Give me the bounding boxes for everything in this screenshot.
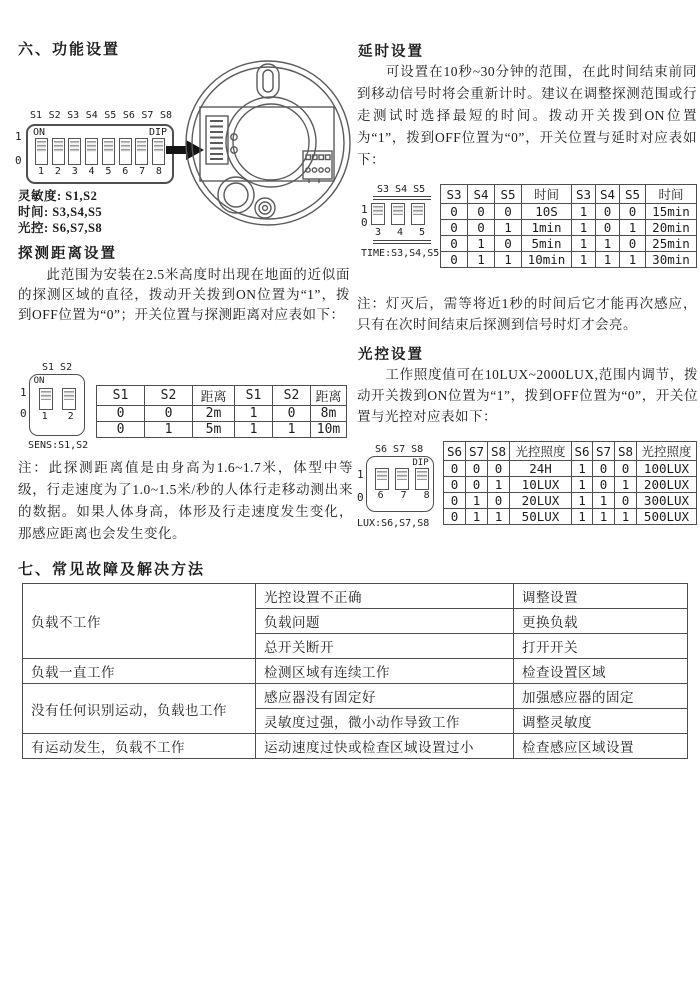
dip-switch-4[interactable]: [85, 138, 98, 165]
table-cell: 1: [466, 509, 488, 525]
dip-legend: [18, 188, 102, 236]
table-cell: 1: [235, 422, 273, 438]
table-cell: 没有任何识别运动，负载也工作: [23, 684, 256, 734]
column-header: S1: [235, 386, 273, 406]
table-cell: 24H: [510, 461, 572, 477]
table-row: [441, 236, 697, 252]
table-cell: 15min: [646, 204, 697, 220]
table-cell: 打开开关: [514, 634, 688, 659]
table-cell: 1: [572, 204, 596, 220]
mini-caption: TIME:S3,S4,S5: [361, 248, 440, 259]
table-cell: 更换负载: [514, 609, 688, 634]
column-header: S6: [444, 442, 466, 461]
table-cell: 200LUX: [637, 477, 697, 493]
mini-bottom-numbers: [42, 411, 74, 422]
table-cell: 0: [466, 477, 488, 493]
mini-top-labels: S3 S4 S5: [377, 184, 426, 195]
table-cell: 10LUX: [510, 477, 572, 493]
table-cell: 1: [468, 252, 495, 268]
table-cell: 0: [273, 406, 311, 422]
mini-pos-off: 0: [357, 491, 364, 504]
switch-slider[interactable]: [119, 138, 132, 165]
table-cell: 0: [441, 252, 468, 268]
mini-pos-off: 0: [361, 216, 368, 229]
dip-switch-3[interactable]: [68, 138, 81, 165]
dip-column-label: S1: [30, 110, 43, 121]
distance-note: 注：此探测距离值是由身高为1.6~1.7米，体型中等级，行走速度为了1.0~1.5米/秒的人体行走移动测出来的数据。如果人体身高，体形及行走速度发生变化，那感应距离也会发生变化。: [18, 460, 353, 541]
dip-switch-3[interactable]: [371, 203, 385, 225]
distance-body: 此范围为安装在2.5米高度时出现在地面的近似面的探测区域的直径，拨动开关拨到ON位置为“1”，拨到OFF位置为“0”；开关位置与探测距离对应表如下：: [18, 267, 350, 322]
table-cell: 20min: [646, 220, 697, 236]
column-header: 光控照度: [637, 442, 697, 461]
dip-bottom-numbers: [28, 165, 172, 177]
table-cell: 0: [468, 220, 495, 236]
table-row: [444, 493, 697, 509]
delay-title: 延时设置: [358, 44, 424, 60]
table-row: [441, 204, 697, 220]
table-cell: 1: [495, 220, 522, 236]
table-cell: 0: [145, 406, 193, 422]
table-cell: 运动速度过快或检查区域设置过小: [256, 734, 514, 759]
table-cell: 1: [596, 236, 620, 252]
table-cell: 1: [615, 509, 637, 525]
table-cell: 1: [620, 252, 646, 268]
table-cell: 有运动发生，负载不工作: [23, 734, 256, 759]
table-cell: 1: [593, 493, 615, 509]
table-cell: 1: [572, 220, 596, 236]
legend-lux: 光控: S6,S7,S8: [18, 221, 103, 235]
table-cell: 1: [488, 477, 510, 493]
mini-caption: LUX:S6,S7,S8: [357, 518, 430, 529]
table-cell: 加强感应器的固定: [514, 684, 688, 709]
table-cell: 0: [620, 236, 646, 252]
dip-switch-1[interactable]: [39, 388, 53, 410]
table-cell: 30min: [646, 252, 697, 268]
divider: [373, 240, 431, 244]
dip-switch-7[interactable]: [135, 138, 148, 165]
table-cell: 0: [593, 477, 615, 493]
table-cell: 感应器没有固定好: [256, 684, 514, 709]
fault-table: [22, 583, 688, 759]
table-header-row: [97, 386, 347, 406]
mini-bottom-numbers: [375, 227, 425, 238]
switch-slider[interactable]: [152, 138, 165, 165]
dip-switch-6[interactable]: [375, 468, 389, 490]
column-header: S8: [615, 442, 637, 461]
table-cell: 1: [145, 422, 193, 438]
column-header: 距离: [311, 386, 347, 406]
dip-switch-2[interactable]: [52, 138, 65, 165]
distance-table: [96, 385, 347, 438]
table-cell: 1: [572, 493, 593, 509]
table-cell: 0: [488, 461, 510, 477]
table-cell: 500LUX: [637, 509, 697, 525]
table-cell: 0: [620, 204, 646, 220]
table-cell: 0: [495, 236, 522, 252]
dip-switch-number: 5: [105, 166, 112, 177]
table-header-row: [441, 185, 697, 204]
column-header: S6: [572, 442, 593, 461]
dip-switch-2[interactable]: [62, 388, 76, 410]
dip-column-label: S8: [159, 110, 172, 121]
dip-column-label: S6: [122, 110, 135, 121]
mini-pos-on: 1: [357, 468, 364, 481]
table-cell: 1min: [522, 220, 572, 236]
table-cell: 0: [468, 204, 495, 220]
table-cell: 1: [488, 509, 510, 525]
dip-switch-number: 7: [139, 166, 146, 177]
distance-title: 探测距离设置: [18, 246, 117, 262]
table-cell: 0: [466, 461, 488, 477]
table-cell: 1: [572, 252, 596, 268]
section-7-title: 七、常见故障及解决方法: [18, 562, 206, 578]
dip-dip-label: DIP: [412, 458, 429, 468]
table-cell: 8m: [311, 406, 347, 422]
column-header: 光控照度: [510, 442, 572, 461]
table-cell: 25min: [646, 236, 697, 252]
lux-title: 光控设置: [358, 347, 424, 363]
table-cell: 1: [593, 509, 615, 525]
table-cell: 0: [615, 461, 637, 477]
switch-slider[interactable]: [85, 138, 98, 165]
legend-time: 时间: S3,S4,S5: [18, 205, 103, 219]
table-cell: 1: [466, 493, 488, 509]
lux-body: 工作照度值可在10LUX~2000LUX,范围内调节，拨动开关拨到ON位置为“1”，拨到OFF位置为“0”，开关位置与光控对应表如下：: [357, 367, 698, 424]
mini-pos-on: 1: [361, 203, 368, 216]
table-cell: 负载问题: [256, 609, 514, 634]
dip-switch-number: 2: [67, 411, 74, 422]
mini-pos-off: 0: [20, 407, 27, 420]
dip-dip-label: DIP: [148, 127, 167, 138]
dip-switch-number: 2: [54, 166, 61, 177]
column-header: S5: [620, 185, 646, 204]
table-cell: 0: [441, 236, 468, 252]
dip-switch-number: 3: [71, 166, 78, 177]
table-cell: 光控设置不正确: [256, 584, 514, 609]
column-header: S3: [441, 185, 468, 204]
dip-switch-number: 4: [396, 227, 404, 238]
column-header: S7: [466, 442, 488, 461]
dip-switch-diagram: [26, 124, 174, 184]
dip-switch-number: 6: [122, 166, 129, 177]
dip-switch-6[interactable]: [119, 138, 132, 165]
table-row: [441, 220, 697, 236]
divider: [373, 196, 431, 200]
column-header: S4: [468, 185, 495, 204]
section-6-title: 六、功能设置: [18, 42, 121, 58]
column-header: S3: [572, 185, 596, 204]
dip-switch-5[interactable]: [102, 138, 115, 165]
table-row: [23, 659, 688, 684]
delay-note: 注：灯灭后，需等将近1秒的时间后它才能再次感应，只有在次时间结束后探测到信号时灯才会亮。: [357, 296, 697, 332]
column-header: 距离: [193, 386, 235, 406]
dip-switch-number: 8: [155, 166, 162, 177]
table-cell: 5m: [193, 422, 235, 438]
dip-pos-on-label: 1: [15, 130, 22, 143]
table-cell: 0: [444, 493, 466, 509]
delay-mini-dip: [361, 184, 439, 259]
table-cell: 5min: [522, 236, 572, 252]
table-cell: 1: [273, 422, 311, 438]
table-cell: 负载一直工作: [23, 659, 256, 684]
mini-pos-on: 1: [20, 386, 27, 399]
lux-mini-dip: [357, 444, 443, 529]
table-cell: 0: [97, 422, 145, 438]
table-row: [97, 422, 347, 438]
table-row: [23, 734, 688, 759]
table-cell: 检查设置区域: [514, 659, 688, 684]
dip-column-label: S5: [104, 110, 117, 121]
mini-top-labels: S1 S2: [42, 362, 73, 373]
switch-slider[interactable]: [52, 138, 65, 165]
table-cell: 总开关断开: [256, 634, 514, 659]
table-cell: 0: [488, 493, 510, 509]
table-cell: 负载不工作: [23, 584, 256, 659]
dip-column-label: S3: [67, 110, 80, 121]
column-header: S8: [488, 442, 510, 461]
table-cell: 调整设置: [514, 584, 688, 609]
table-cell: 1: [615, 477, 637, 493]
table-cell: 0: [97, 406, 145, 422]
table-cell: 20LUX: [510, 493, 572, 509]
dip-switch-5[interactable]: [411, 203, 425, 225]
table-row: [444, 461, 697, 477]
table-header-row: [444, 442, 697, 461]
dip-switch-number: 4: [88, 166, 95, 177]
switch-slider[interactable]: [68, 138, 81, 165]
table-cell: 300LUX: [637, 493, 697, 509]
column-header: 时间: [522, 185, 572, 204]
switch-slider[interactable]: [135, 138, 148, 165]
table-cell: 0: [596, 220, 620, 236]
mini-caption: SENS:S1,S2: [28, 440, 89, 451]
table-row: [23, 684, 688, 709]
table-cell: 1: [572, 509, 593, 525]
table-cell: 灵敏度过强，微小动作导致工作: [256, 709, 514, 734]
dip-on-label: ON: [33, 376, 45, 386]
dip-column-label: S2: [48, 110, 61, 121]
table-cell: 检查感应区域设置: [514, 734, 688, 759]
table-cell: 1: [572, 477, 593, 493]
dip-switch-number: 8: [423, 490, 430, 501]
table-cell: 50LUX: [510, 509, 572, 525]
lux-table: [443, 441, 697, 525]
table-cell: 1: [620, 220, 646, 236]
table-cell: 0: [444, 509, 466, 525]
dip-switch-4[interactable]: [391, 203, 405, 225]
delay-table: [440, 184, 697, 268]
table-cell: 1: [235, 406, 273, 422]
dip-column-label: S4: [85, 110, 98, 121]
sensor-base-diagram: [178, 52, 358, 232]
mini-bottom-numbers: [378, 490, 430, 501]
delay-body: 可设置在10秒~30分钟的范围，在此时间结束前同到移动信号时将会重新计时。建议在调整探测范围或行走测试时选择最短的时间。拨动开关拨到ON位置为“1”，拨到OFF位置为“0”，开关位置与延时对应表如下：: [357, 64, 697, 167]
table-cell: 1: [495, 252, 522, 268]
table-cell: 1: [468, 236, 495, 252]
table-cell: 1: [596, 252, 620, 268]
table-cell: 0: [615, 493, 637, 509]
table-cell: 0: [596, 204, 620, 220]
column-header: S7: [593, 442, 615, 461]
dip-switch-number: 1: [38, 166, 45, 177]
table-row: [444, 477, 697, 493]
dip-switch-number: 1: [41, 411, 48, 422]
column-header: S4: [596, 185, 620, 204]
dip-switch-8[interactable]: [152, 138, 165, 165]
table-cell: 0: [444, 461, 466, 477]
table-row: [444, 509, 697, 525]
table-cell: 0: [441, 220, 468, 236]
switch-slider[interactable]: [35, 138, 48, 165]
dip-switch-number: 3: [375, 227, 382, 238]
distance-mini-dip: [20, 362, 100, 451]
dip-switch-8[interactable]: [415, 468, 429, 490]
dip-on-label: ON: [33, 127, 46, 138]
dip-column-label: S7: [141, 110, 154, 121]
dip-switch-number: 5: [418, 227, 425, 238]
dip-switch-number: 7: [400, 490, 407, 501]
dip-switch-number: 6: [377, 490, 384, 501]
table-cell: 1: [572, 461, 593, 477]
switch-slider[interactable]: [102, 138, 115, 165]
dip-switch-7[interactable]: [395, 468, 409, 490]
table-row: [97, 406, 347, 422]
column-header: S2: [145, 386, 193, 406]
dip-pos-off-label: 0: [15, 154, 22, 167]
legend-sensitivity: 灵敏度: S1,S2: [18, 189, 98, 203]
table-cell: 100LUX: [637, 461, 697, 477]
table-cell: 10min: [522, 252, 572, 268]
table-cell: 0: [444, 477, 466, 493]
column-header: S2: [273, 386, 311, 406]
table-cell: 0: [441, 204, 468, 220]
column-header: S5: [495, 185, 522, 204]
mini-top-labels: S6 S7 S8: [375, 444, 424, 455]
table-row: [23, 584, 688, 609]
dip-switch-1[interactable]: [35, 138, 48, 165]
table-cell: 1: [572, 236, 596, 252]
column-header: S1: [97, 386, 145, 406]
table-cell: 10m: [311, 422, 347, 438]
table-row: [441, 252, 697, 268]
table-cell: 0: [495, 204, 522, 220]
column-header: 时间: [646, 185, 697, 204]
table-cell: 10S: [522, 204, 572, 220]
table-cell: 检测区域有连续工作: [256, 659, 514, 684]
table-cell: 2m: [193, 406, 235, 422]
table-cell: 调整灵敏度: [514, 709, 688, 734]
dip-top-labels: [30, 110, 172, 121]
table-cell: 0: [593, 461, 615, 477]
